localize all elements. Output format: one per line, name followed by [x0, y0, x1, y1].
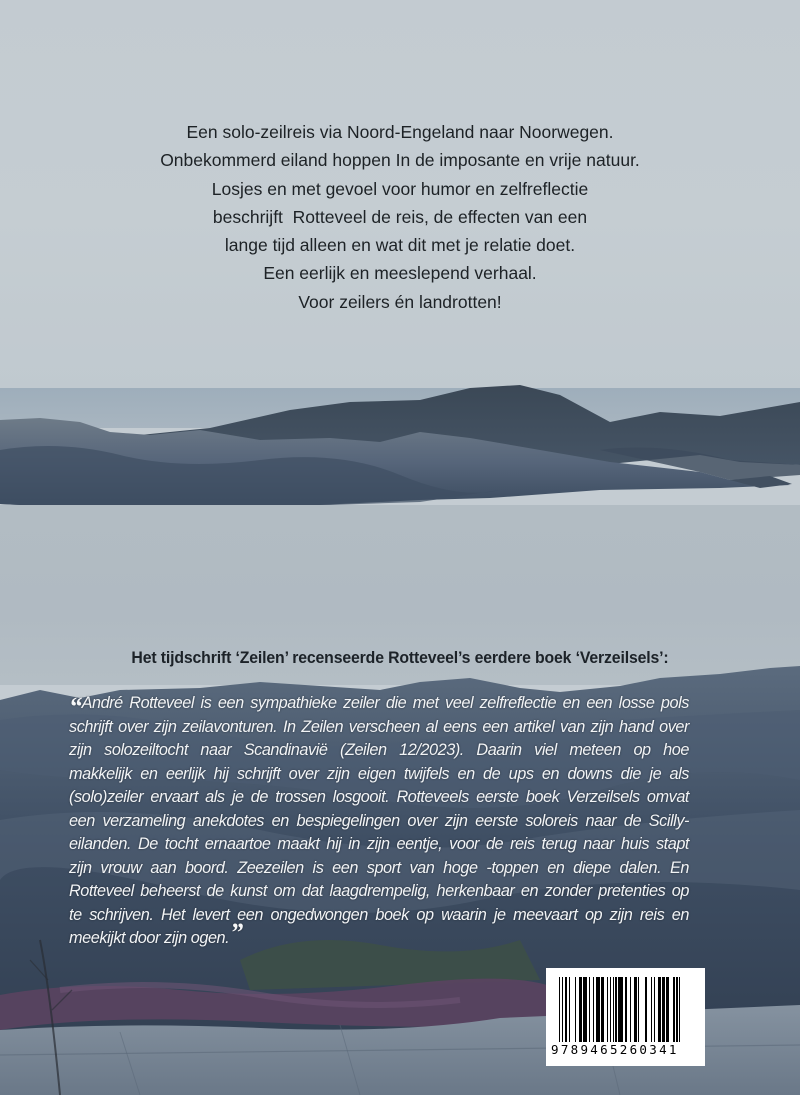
- close-quote-icon: ”: [230, 918, 243, 947]
- review-line: te schrijven. Het levert een ongedwongen boek op waarin je meevaart op zijn reis en: [69, 905, 689, 924]
- review-line: meekijkt door zijn ogen.”: [69, 918, 243, 947]
- barcode-icon: [559, 977, 692, 1051]
- review-line: makkelijk en eerlijk hij schrijft over zijn eigen twijfels en de ups en downs die je als: [69, 764, 689, 783]
- open-quote-icon: “: [69, 692, 82, 721]
- blurb-line: Losjes en met gevoel voor humor en zelfreflectie: [211, 178, 589, 199]
- blurb-line: Voor zeilers én landrotten!: [298, 291, 502, 312]
- review-line: zijn solozeiltocht naar Scandinavië (Zeilen 12/2023). Daarin viel meteen op hoe: [69, 741, 689, 759]
- blurb-line: lange tijd alleen en wat dit met je relatie doet.: [224, 235, 576, 256]
- blurb-line: Een solo-zeilreis via Noord-Engeland naar Noorwegen.: [186, 122, 614, 142]
- blurb-line: Een eerlijk en meeslepend verhaal.: [263, 263, 537, 284]
- island-landscape-image: [0, 380, 800, 520]
- back-cover-blurb: [0, 118, 800, 316]
- review-heading: Het tijdschrift ‘Zeilen’ recenseerde Rotteveel’s eerdere boek ‘Verzeilsels’:: [131, 648, 669, 667]
- review-line: eilanden. De tocht ernaartoe maakt hij in zijn eentje, voor de reis terug naar huis stapt: [69, 835, 689, 853]
- blurb-line: Onbekommerd eiland hoppen In de imposante en vrije natuur.: [160, 150, 640, 171]
- isbn-number: 9789465260341: [551, 1042, 679, 1057]
- review-line: “André Rotteveel is een sympathieke zeiler die met veel zelfreflectie en een losse pols: [69, 692, 689, 721]
- review-line: Rotteveel beheerst de kunst om dat laagdrempelig, herkenbaar en zonder pretenties op: [69, 882, 689, 900]
- isbn-barcode: [546, 968, 705, 1066]
- review-line: schrijft over zijn zeilavonturen. In Zeilen verscheen al eens een artikel van zijn hand over: [69, 717, 689, 736]
- blurb-line: beschrijft Rotteveel de reis, de effecten van een: [212, 206, 588, 227]
- review-line: (solo)zeiler ervaart als je de trossen losgooit. Rotteveels eerste boek Verzeilsels omvat: [69, 788, 689, 806]
- review-line: een verzameling anekdotes en bespiegelingen over zijn eerste soloreis naar de Scilly-: [69, 811, 689, 830]
- review-line: zijn vrouw aan boord. Zeezeilen is een sport van hoge -toppen en diepe dalen. En: [69, 858, 689, 877]
- review-quote: [69, 692, 689, 951]
